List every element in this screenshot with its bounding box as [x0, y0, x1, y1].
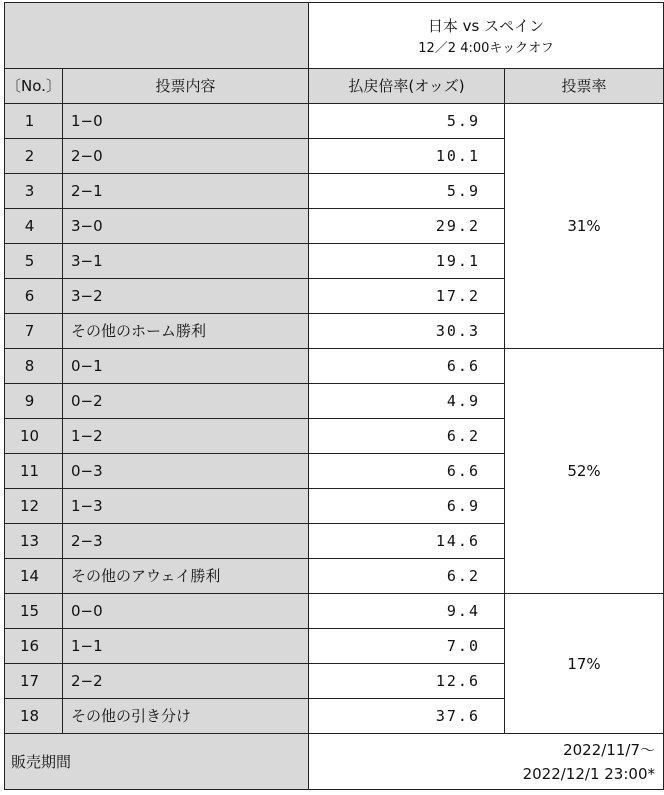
row-odds: 4.9 [309, 384, 505, 419]
table-row [5, 349, 664, 384]
row-odds: 9.4 [309, 594, 505, 629]
home-win-rate: 31% [505, 104, 664, 349]
row-odds: 6.6 [309, 454, 505, 489]
row-content: 0−3 [63, 454, 309, 489]
row-odds: 19.1 [309, 244, 505, 279]
row-no: 9 [5, 384, 63, 419]
row-content: 3−0 [63, 209, 309, 244]
sales-period-label: 販売期間 [5, 734, 309, 790]
row-odds: 29.2 [309, 209, 505, 244]
row-odds: 10.1 [309, 139, 505, 174]
row-odds: 30.3 [309, 314, 505, 349]
draw-rate: 17% [505, 594, 664, 734]
row-odds: 37.6 [309, 699, 505, 734]
sales-period-start: 2022/11/7〜 [563, 740, 655, 759]
header-empty-cell [5, 3, 309, 69]
row-odds: 6.9 [309, 489, 505, 524]
sales-period-value [309, 734, 664, 790]
row-odds: 5.9 [309, 174, 505, 209]
row-no: 4 [5, 209, 63, 244]
row-content: その他の引き分け [63, 699, 309, 734]
row-odds: 5.9 [309, 104, 505, 139]
row-content: その他のアウェイ勝利 [63, 559, 309, 594]
row-content: 0−0 [63, 594, 309, 629]
row-content: 0−1 [63, 349, 309, 384]
row-content: 0−2 [63, 384, 309, 419]
row-odds: 12.6 [309, 664, 505, 699]
col-header-odds: 払戻倍率(オッズ) [309, 69, 505, 104]
row-no: 11 [5, 454, 63, 489]
row-no: 1 [5, 104, 63, 139]
row-no: 7 [5, 314, 63, 349]
table-row [5, 594, 664, 629]
row-no: 18 [5, 699, 63, 734]
row-no: 6 [5, 279, 63, 314]
row-odds: 6.2 [309, 419, 505, 454]
col-header-content: 投票内容 [63, 69, 309, 104]
row-no: 10 [5, 419, 63, 454]
row-content: 2−0 [63, 139, 309, 174]
row-no: 3 [5, 174, 63, 209]
row-odds: 7.0 [309, 629, 505, 664]
match-header [309, 3, 664, 69]
sales-period-end: 2022/12/1 23:00* [522, 764, 655, 783]
row-content: 1−3 [63, 489, 309, 524]
row-content: 1−0 [63, 104, 309, 139]
row-no: 16 [5, 629, 63, 664]
row-no: 2 [5, 139, 63, 174]
row-no: 14 [5, 559, 63, 594]
row-no: 5 [5, 244, 63, 279]
row-odds: 6.2 [309, 559, 505, 594]
row-no: 17 [5, 664, 63, 699]
col-header-no: 〔No.〕 [5, 69, 63, 104]
row-odds: 14.6 [309, 524, 505, 559]
row-no: 13 [5, 524, 63, 559]
row-odds: 6.6 [309, 349, 505, 384]
row-odds: 17.2 [309, 279, 505, 314]
col-header-rate: 投票率 [505, 69, 664, 104]
row-content: その他のホーム勝利 [63, 314, 309, 349]
kickoff-time: 12／2 4:00キックオフ [418, 40, 554, 56]
odds-table [4, 2, 664, 790]
match-title: 日本 vs スペイン [427, 16, 545, 35]
table-row [5, 104, 664, 139]
row-no: 8 [5, 349, 63, 384]
row-content: 3−2 [63, 279, 309, 314]
row-no: 15 [5, 594, 63, 629]
away-win-rate: 52% [505, 349, 664, 594]
row-content: 2−3 [63, 524, 309, 559]
row-no: 12 [5, 489, 63, 524]
row-content: 1−2 [63, 419, 309, 454]
row-content: 2−1 [63, 174, 309, 209]
row-content: 1−1 [63, 629, 309, 664]
row-content: 3−1 [63, 244, 309, 279]
row-content: 2−2 [63, 664, 309, 699]
